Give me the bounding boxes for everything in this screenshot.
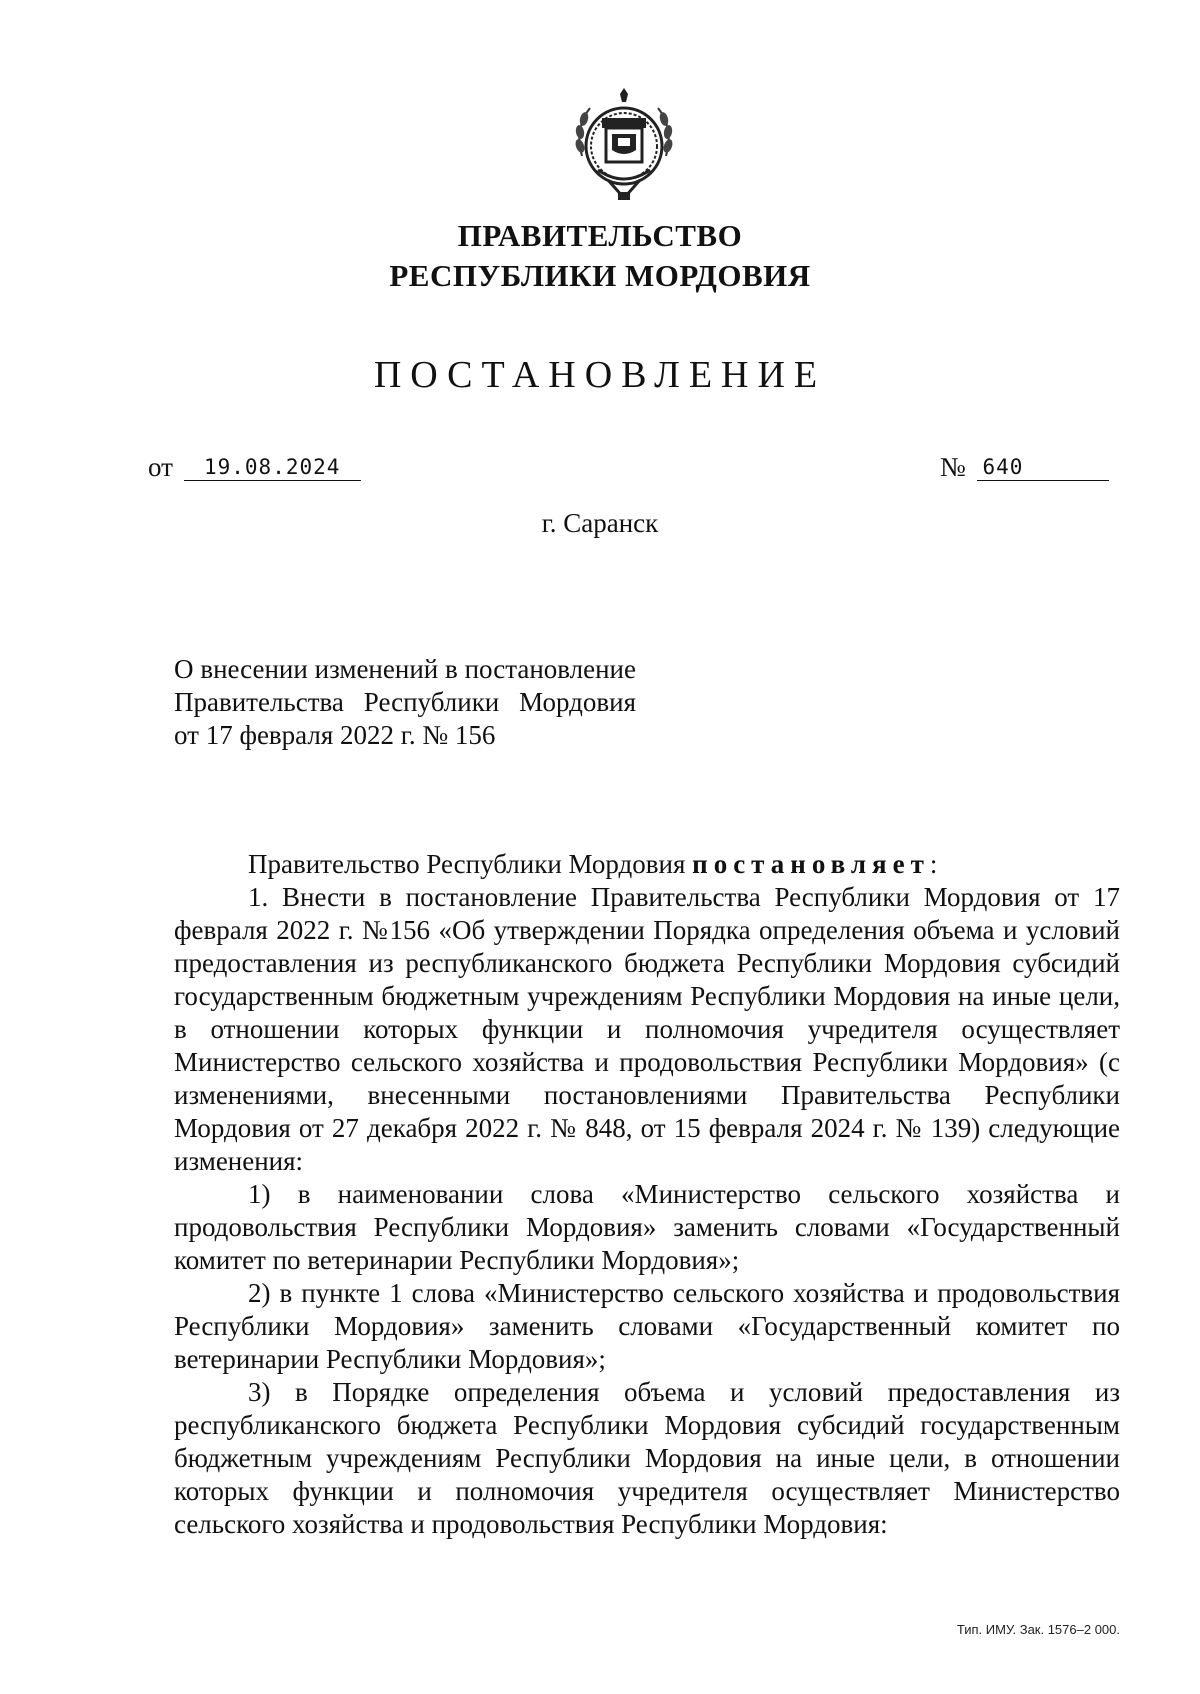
document-date: 19.08.2024 (184, 455, 361, 481)
city: г. Саранск (541, 508, 659, 538)
document-subject: О внесении изменений в постановление Правительства Республики Мордовия от 17 февраля 2022 г. № 156 (174, 654, 636, 750)
organization-name-line2: РЕСПУБЛИКИ МОРДОВИЯ (389, 258, 811, 293)
decree-word: постановляет (692, 849, 930, 879)
date-row (148, 452, 361, 483)
document-body (174, 848, 1120, 1541)
organization-name-line1: ПРАВИТЕЛЬСТВО (457, 218, 743, 253)
number-row (940, 452, 1109, 483)
body-paragraph: 2) в пункте 1 слова «Министерство сельского хозяйства и продовольствия Республики Мордовия» заменить словами «Государственный комитет по ветеринарии Республики Мордовия»; (174, 1278, 1120, 1374)
coat-of-arms-emblem (568, 88, 680, 206)
document-type-title: ПОСТАНОВЛЕНИЕ (373, 354, 827, 396)
number-prefix: № (940, 452, 966, 482)
decree-intro: Правительство Республики Мордовия постановляет: (248, 849, 938, 879)
document-number: 640 (977, 455, 1109, 481)
body-paragraph: 1) в наименовании слова «Министерство сельского хозяйства и продовольствия Республики Мордовия» заменить словами «Государственный комитет по ветеринарии Республики Мордовия»; (174, 1179, 1120, 1275)
body-paragraph: 3) в Порядке определения объема и условий предоставления из республиканского бюджета Республики Мордовия субсидий государственным бюджетным учреждениям Республики Мордовия на иные цели, в отношении которых функции и полномочия учредителя осуществляет Министерство сельского хозяйства и продовольствия Республики Мордовия: (174, 1377, 1120, 1539)
date-prefix: от (148, 452, 173, 482)
print-info-footer: Тип. ИМУ. Зак. 1576–2 000. (956, 1622, 1120, 1637)
body-paragraph: 1. Внести в постановление Правительства Республики Мордовия от 17 февраля 2022 г. №156 «Об утверждении Порядка определения объема и условий предоставления из республиканского бюджета Республики Мордовия субсидий государственным бюджетным учреждениям Республики Мордовия на иные цели, в отношении которых функции и полномочия учредителя осуществляет Министерство сельского хозяйства и продовольствия Республики Мордовия» (с изменениями, внесенными постановлениями Правительства Республики Мордовия от 27 декабря 2022 г. № 848, от 15 февраля 2024 г. № 139) следующие изменения: (174, 882, 1120, 1176)
